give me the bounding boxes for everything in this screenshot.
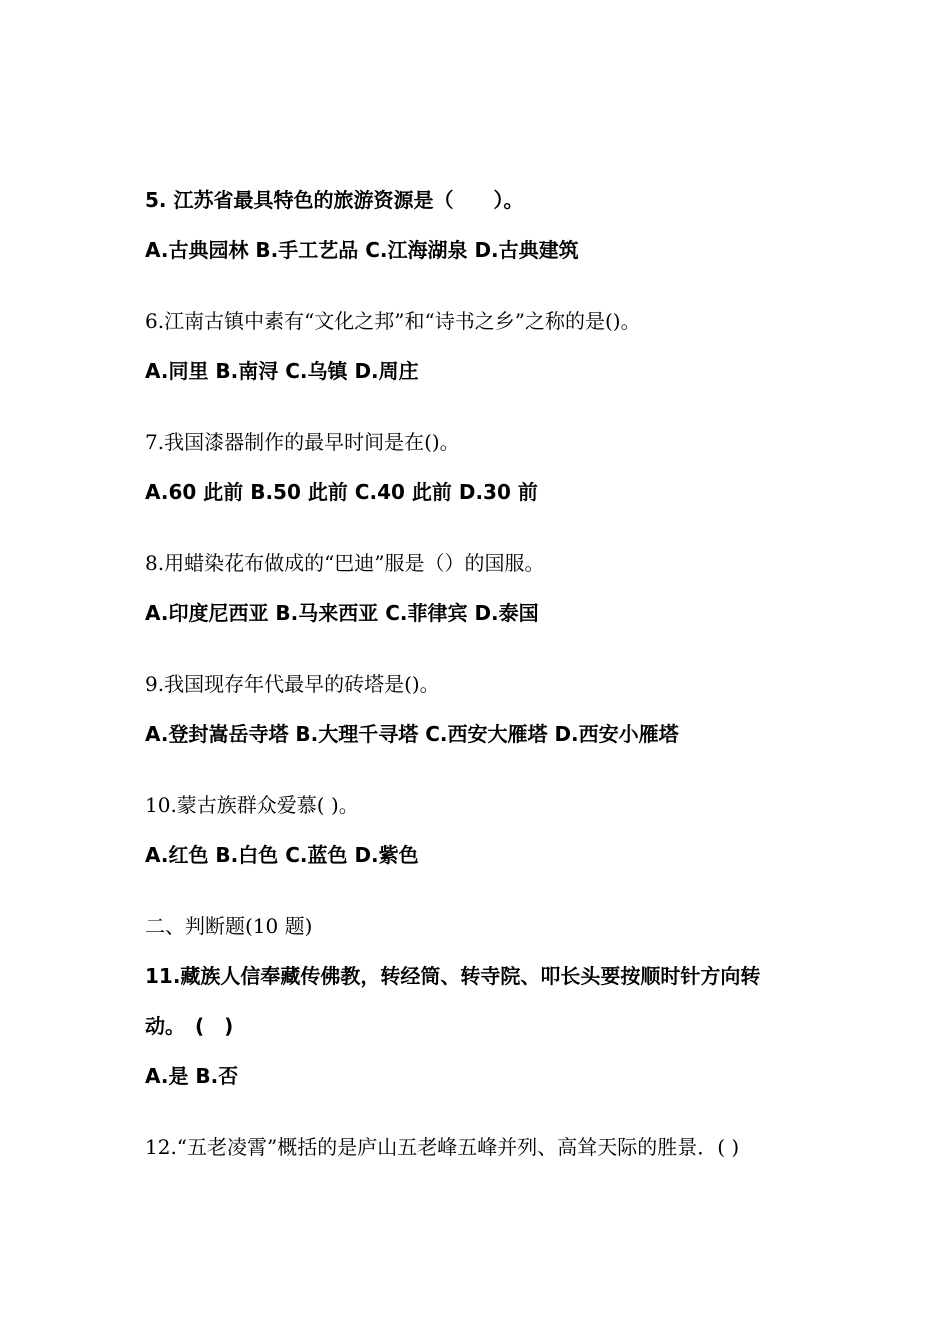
question-10-stem: 10.蒙古族群众爱慕( )。 [145, 793, 359, 817]
question-9-options: A.登封嵩岳寺塔 B.大理千寻塔 C.西安大雁塔 D.西安小雁塔 [145, 722, 679, 746]
question-8-options: A.印度尼西亚 B.马来西亚 C.菲律宾 D.泰国 [145, 601, 539, 625]
question-7-options: A.60 此前 B.50 此前 C.40 此前 D.30 前 [145, 480, 538, 504]
question-11-stem-line2: 动。 ( ) [145, 1014, 234, 1038]
question-8-stem: 8.用蜡染花布做成的“巴迪”服是（）的国服。 [145, 551, 545, 575]
question-12-stem: 12.“五老凌霄”概括的是庐山五老峰五峰并列、高耸天际的胜景．( ) [145, 1135, 740, 1159]
question-10-options: A.红色 B.白色 C.蓝色 D.紫色 [145, 843, 419, 867]
question-11-options: A.是 B.否 [145, 1064, 239, 1088]
question-7-stem: 7.我国漆器制作的最早时间是在()。 [145, 430, 460, 454]
question-6-options: A.同里 B.南浔 C.乌镇 D.周庄 [145, 359, 419, 383]
question-5-stem: 5. 江苏省最具特色的旅游资源是（ ）。 [145, 188, 524, 212]
question-11-stem-line1: 11.藏族人信奉藏传佛教，转经筒、转寺院、叩长头要按顺时针方向转 [145, 964, 761, 988]
question-5-options: A.古典园林 B.手工艺品 C.江海湖泉 D.古典建筑 [145, 238, 579, 262]
question-6-stem: 6.江南古镇中素有“文化之邦”和“诗书之乡”之称的是()。 [145, 309, 641, 333]
question-9-stem: 9.我国现存年代最早的砖塔是()。 [145, 672, 440, 696]
section-heading: 二、判断题(10 题) [145, 914, 313, 938]
